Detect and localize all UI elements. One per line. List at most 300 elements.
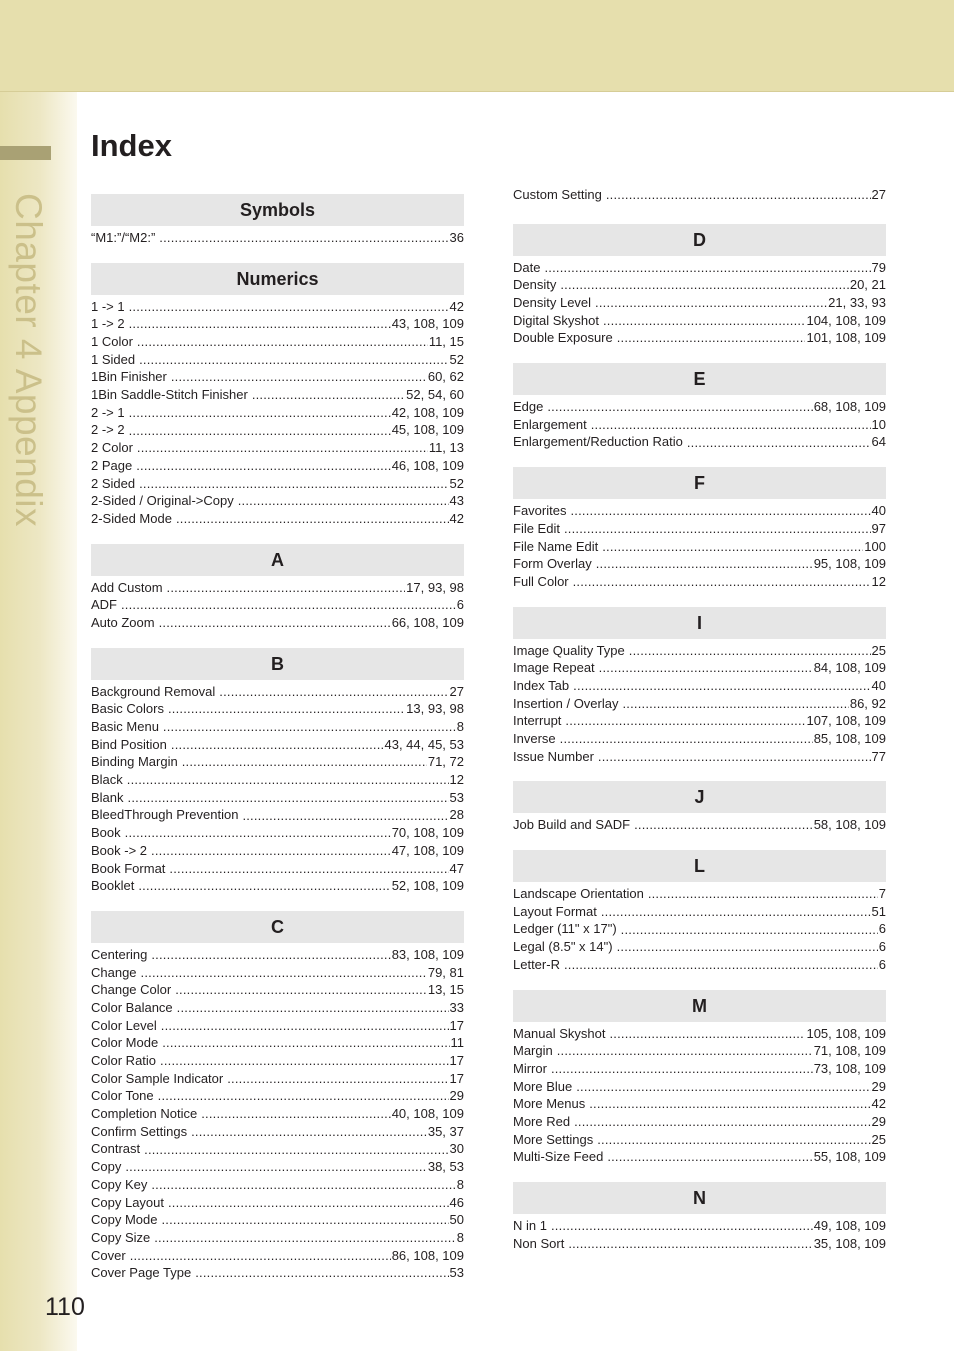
index-entry <box>91 315 464 333</box>
section-header: F <box>513 467 886 499</box>
index-term: “M1:”/“M2:” <box>91 229 156 245</box>
index-term: Cover <box>91 1247 126 1263</box>
index-pages: 42 <box>449 510 464 526</box>
index-entry <box>513 1078 886 1096</box>
leader-dots <box>201 1105 390 1123</box>
index-term: 2 Sided <box>91 475 136 491</box>
index-pages: 55, 108, 109 <box>813 1149 886 1165</box>
leader-dots <box>177 999 449 1017</box>
index-term: Copy Size <box>91 1229 151 1245</box>
index-term: Insertion / Overlay <box>513 695 619 711</box>
index-pages: 64 <box>871 434 886 450</box>
leader-dots <box>160 1052 449 1070</box>
index-section <box>91 911 464 1282</box>
index-entry <box>91 1034 464 1052</box>
index-entry <box>513 921 886 939</box>
index-pages: 47 <box>449 860 464 876</box>
index-pages: 30 <box>449 1141 464 1157</box>
leader-dots <box>125 824 391 842</box>
index-entry <box>513 1113 886 1131</box>
index-entry <box>91 1247 464 1265</box>
index-term: Cover Page Type <box>91 1265 192 1281</box>
index-entry <box>91 492 464 510</box>
index-entry <box>91 510 464 528</box>
index-entry <box>91 1141 464 1159</box>
index-term: Manual Skyshot <box>513 1025 606 1041</box>
index-entry <box>91 579 464 597</box>
index-section <box>91 194 464 247</box>
leader-dots <box>574 1113 870 1131</box>
index-pages: 29 <box>871 1113 886 1129</box>
index-pages: 83, 108, 109 <box>391 946 464 962</box>
index-pages: 49, 108, 109 <box>813 1218 886 1234</box>
index-term: 2 Page <box>91 457 133 473</box>
index-section <box>91 544 464 632</box>
index-pages: 33 <box>449 999 464 1015</box>
leader-dots <box>182 753 427 771</box>
index-term: Book Format <box>91 860 166 876</box>
index-term: Binding Margin <box>91 754 178 770</box>
index-pages: 36 <box>449 229 464 245</box>
index-term: File Edit <box>513 520 560 536</box>
leader-dots <box>589 1095 870 1113</box>
index-term: Margin <box>513 1043 553 1059</box>
index-term: Background Removal <box>91 683 216 699</box>
index-entry <box>513 186 886 204</box>
leader-dots <box>568 1235 812 1253</box>
index-pages: 40, 108, 109 <box>391 1106 464 1122</box>
index-entry <box>513 573 886 591</box>
index-entry <box>513 712 886 730</box>
index-entry <box>91 736 464 754</box>
index-pages: 28 <box>449 807 464 823</box>
index-term: Mirror <box>513 1060 547 1076</box>
index-term: Image Quality Type <box>513 642 625 658</box>
leader-dots <box>129 298 449 316</box>
index-entry <box>91 1087 464 1105</box>
index-entry <box>91 842 464 860</box>
index-entry <box>513 1217 886 1235</box>
index-entry <box>513 555 886 573</box>
leader-dots <box>125 1158 426 1176</box>
index-term: Black <box>91 772 123 788</box>
section-header: E <box>513 363 886 395</box>
index-entry <box>91 1176 464 1194</box>
index-pages: 38, 53 <box>427 1159 464 1175</box>
section-header: C <box>91 911 464 943</box>
index-entry <box>513 885 886 903</box>
index-entry <box>513 659 886 677</box>
index-term: Auto Zoom <box>91 614 155 630</box>
index-pages: 27 <box>449 683 464 699</box>
index-entry <box>513 903 886 921</box>
index-entry <box>91 475 464 493</box>
leader-dots <box>128 789 449 807</box>
index-term: Job Build and SADF <box>513 817 631 833</box>
index-term: Basic Colors <box>91 701 164 717</box>
leader-dots <box>576 1078 870 1096</box>
section-header: N <box>513 1182 886 1214</box>
leader-dots <box>573 573 871 591</box>
index-pages: 60, 62 <box>427 369 464 385</box>
index-entry <box>91 771 464 789</box>
index-term: Date <box>513 259 541 275</box>
index-column-right <box>513 186 886 1268</box>
index-term: Double Exposure <box>513 330 613 346</box>
index-pages: 52, 54, 60 <box>406 387 464 403</box>
index-term: 2 -> 2 <box>91 422 125 438</box>
index-pages: 17 <box>449 1017 464 1033</box>
index-entry <box>91 1158 464 1176</box>
index-entry <box>513 416 886 434</box>
index-entry <box>513 956 886 974</box>
leader-dots <box>121 596 456 614</box>
leader-dots <box>570 502 870 520</box>
leader-dots <box>252 386 405 404</box>
index-pages: 13, 15 <box>427 982 464 998</box>
index-pages: 11, 13 <box>428 440 464 456</box>
index-entry <box>91 999 464 1017</box>
index-term: 1 -> 2 <box>91 316 125 332</box>
header-band <box>0 0 954 92</box>
index-pages: 95, 108, 109 <box>813 556 886 572</box>
index-entry <box>91 386 464 404</box>
leader-dots <box>544 259 870 277</box>
leader-dots <box>171 368 427 386</box>
index-pages: 45, 108, 109 <box>391 422 464 438</box>
index-entry <box>91 700 464 718</box>
leader-dots <box>591 416 871 434</box>
index-entry <box>91 614 464 632</box>
index-pages: 46, 108, 109 <box>391 457 464 473</box>
index-entry <box>91 1211 464 1229</box>
leader-dots <box>557 1042 813 1060</box>
leader-dots <box>621 921 878 939</box>
index-pages: 7 <box>878 886 886 902</box>
index-pages: 52 <box>449 475 464 491</box>
index-entry <box>513 1131 886 1149</box>
index-pages: 58, 108, 109 <box>813 817 886 833</box>
index-term: Color Ratio <box>91 1053 157 1069</box>
leader-dots <box>168 1194 449 1212</box>
index-entry <box>91 789 464 807</box>
index-pages: 52, 108, 109 <box>391 878 464 894</box>
index-entry <box>513 1148 886 1166</box>
index-term: Change Color <box>91 982 172 998</box>
index-entry <box>513 502 886 520</box>
leader-dots <box>617 329 806 347</box>
leader-dots <box>551 1217 813 1235</box>
leader-dots <box>560 276 848 294</box>
leader-dots <box>227 1070 448 1088</box>
index-entry <box>91 718 464 736</box>
index-term: Ledger (11" x 17") <box>513 921 617 937</box>
index-pages: 20, 21 <box>849 277 886 293</box>
index-pages: 51 <box>871 903 886 919</box>
index-term: 1 -> 1 <box>91 298 125 314</box>
index-entry <box>91 439 464 457</box>
index-entry <box>513 312 886 330</box>
index-term: ADF <box>91 597 117 613</box>
index-term: 2-Sided Mode <box>91 510 172 526</box>
leader-dots <box>596 555 813 573</box>
leader-dots <box>159 229 448 247</box>
index-term: Copy Key <box>91 1176 148 1192</box>
index-pages: 40 <box>871 677 886 693</box>
index-pages: 79, 81 <box>427 964 464 980</box>
index-entry <box>513 434 886 452</box>
index-term: Digital Skyshot <box>513 312 599 328</box>
index-pages: 12 <box>871 573 886 589</box>
index-pages: 25 <box>871 642 886 658</box>
leader-dots <box>129 404 391 422</box>
index-term: Letter-R <box>513 956 560 972</box>
index-term: More Menus <box>513 1096 586 1112</box>
index-term: More Red <box>513 1113 571 1129</box>
index-pages: 43, 44, 45, 53 <box>384 736 464 752</box>
leader-dots <box>130 1247 391 1265</box>
leader-dots <box>607 1148 812 1166</box>
leader-dots <box>141 964 427 982</box>
index-term: Index Tab <box>513 677 570 693</box>
leader-dots <box>144 1141 448 1159</box>
index-term: Layout Format <box>513 903 597 919</box>
index-pages: 100 <box>864 538 886 554</box>
index-entry <box>91 683 464 701</box>
index-entry <box>513 938 886 956</box>
index-term: Image Repeat <box>513 660 595 676</box>
leader-dots <box>242 807 448 825</box>
leader-dots <box>137 333 428 351</box>
index-term: Edge <box>513 399 544 415</box>
index-entry <box>91 807 464 825</box>
leader-dots <box>687 434 871 452</box>
page-title: Index <box>91 128 172 163</box>
index-term: Blank <box>91 789 124 805</box>
index-term: Density Level <box>513 295 592 311</box>
index-term: Copy Layout <box>91 1194 164 1210</box>
index-pages: 71, 72 <box>427 754 464 770</box>
index-pages: 42 <box>871 1096 886 1112</box>
index-term: 1Bin Saddle-Stitch Finisher <box>91 387 248 403</box>
index-pages: 105, 108, 109 <box>806 1025 886 1041</box>
index-pages: 35, 37 <box>427 1123 464 1139</box>
index-pages: 6 <box>456 597 464 613</box>
index-term: Multi-Size Feed <box>513 1149 604 1165</box>
index-entry <box>91 860 464 878</box>
index-term: Color Tone <box>91 1088 154 1104</box>
leader-dots <box>603 312 805 330</box>
page-number: 110 <box>45 1293 85 1321</box>
index-entry <box>91 981 464 999</box>
leader-dots <box>599 659 813 677</box>
index-entry <box>513 1060 886 1078</box>
leader-dots <box>161 1017 449 1035</box>
index-pages: 104, 108, 109 <box>806 312 886 328</box>
index-entry <box>91 298 464 316</box>
chapter-label: Chapter 4 Appendix <box>8 193 49 528</box>
index-pages: 79 <box>871 259 886 275</box>
index-term: Legal (8.5" x 14") <box>513 939 613 955</box>
leader-dots <box>162 1034 449 1052</box>
index-pages: 70, 108, 109 <box>391 825 464 841</box>
section-header: I <box>513 607 886 639</box>
index-term: Color Balance <box>91 999 173 1015</box>
index-section <box>513 990 886 1167</box>
leader-dots <box>219 683 448 701</box>
index-term: Color Level <box>91 1017 157 1033</box>
index-term: Favorites <box>513 503 567 519</box>
index-entry <box>91 964 464 982</box>
section-header: L <box>513 850 886 882</box>
leader-dots <box>551 1060 813 1078</box>
index-term: 2 -> 1 <box>91 404 125 420</box>
index-entry <box>513 677 886 695</box>
index-section <box>91 263 464 528</box>
index-pages: 43 <box>449 493 464 509</box>
index-pages: 29 <box>871 1078 886 1094</box>
index-pages: 42, 108, 109 <box>391 404 464 420</box>
leader-dots <box>136 457 391 475</box>
index-entry <box>513 1042 886 1060</box>
index-pages: 53 <box>449 1265 464 1281</box>
section-header: D <box>513 224 886 256</box>
index-entry <box>91 422 464 440</box>
index-entry <box>513 520 886 538</box>
index-pages: 35, 108, 109 <box>813 1235 886 1251</box>
index-entry <box>513 329 886 347</box>
leader-dots <box>129 315 391 333</box>
index-column-left <box>91 194 464 1298</box>
index-term: Full Color <box>513 573 569 589</box>
index-section <box>513 781 886 834</box>
section-header: Symbols <box>91 194 464 226</box>
index-section <box>513 467 886 590</box>
leader-dots <box>169 860 448 878</box>
leader-dots <box>151 842 391 860</box>
index-pages: 97 <box>871 520 886 536</box>
index-entry <box>513 748 886 766</box>
leader-dots <box>151 1176 455 1194</box>
leader-dots <box>597 1131 870 1149</box>
index-term: Centering <box>91 946 148 962</box>
index-entry <box>91 368 464 386</box>
index-pages: 25 <box>871 1131 886 1147</box>
index-pages: 10 <box>871 416 886 432</box>
leader-dots <box>139 351 448 369</box>
index-pages: 107, 108, 109 <box>806 713 886 729</box>
index-term: Issue Number <box>513 748 594 764</box>
index-entry <box>513 642 886 660</box>
leader-dots <box>127 771 449 789</box>
index-pages: 101, 108, 109 <box>806 330 886 346</box>
leader-dots <box>629 642 871 660</box>
index-section <box>91 648 464 895</box>
index-pages: 27 <box>871 186 886 202</box>
index-term: Contrast <box>91 1141 141 1157</box>
index-pages: 11, 15 <box>428 334 464 350</box>
leader-dots <box>191 1123 427 1141</box>
index-term: Completion Notice <box>91 1106 198 1122</box>
index-section <box>513 1182 886 1252</box>
leader-dots <box>137 439 428 457</box>
index-term: 1Bin Finisher <box>91 369 167 385</box>
index-entry <box>91 1070 464 1088</box>
index-entry <box>91 229 464 247</box>
section-header: Numerics <box>91 263 464 295</box>
index-term: Landscape Orientation <box>513 886 644 902</box>
index-entry <box>91 1123 464 1141</box>
index-entry <box>513 294 886 312</box>
index-pages: 21, 33, 93 <box>828 295 886 311</box>
index-section <box>513 224 886 347</box>
index-pages: 6 <box>878 939 886 955</box>
index-term: Book <box>91 825 121 841</box>
index-pages: 68, 108, 109 <box>813 399 886 415</box>
leader-dots <box>238 492 449 510</box>
index-entry <box>513 276 886 294</box>
leader-dots <box>161 1211 448 1229</box>
index-entry <box>513 398 886 416</box>
index-term: N in 1 <box>513 1218 547 1234</box>
index-pages: 73, 108, 109 <box>813 1060 886 1076</box>
leader-dots <box>138 877 390 895</box>
index-term: More Settings <box>513 1131 594 1147</box>
index-entry <box>91 1017 464 1035</box>
index-term: Confirm Settings <box>91 1123 188 1139</box>
index-term: Copy Mode <box>91 1212 158 1228</box>
index-pages: 77 <box>871 748 886 764</box>
index-entry <box>513 816 886 834</box>
index-term: Copy <box>91 1159 122 1175</box>
index-entry <box>91 596 464 614</box>
index-entry <box>91 1105 464 1123</box>
leader-dots <box>151 946 390 964</box>
index-term: Non Sort <box>513 1235 565 1251</box>
index-pages: 6 <box>878 956 886 972</box>
index-entry <box>513 1095 886 1113</box>
index-term: Book -> 2 <box>91 842 148 858</box>
index-entry <box>513 695 886 713</box>
leader-dots <box>595 294 827 312</box>
leader-dots <box>610 1025 806 1043</box>
index-pages: 17 <box>449 1070 464 1086</box>
index-entry <box>91 457 464 475</box>
leader-dots <box>623 695 849 713</box>
section-header: A <box>91 544 464 576</box>
index-pages: 13, 93, 98 <box>406 701 464 717</box>
section-header: J <box>513 781 886 813</box>
index-pages: 47, 108, 109 <box>391 842 464 858</box>
section-header: M <box>513 990 886 1022</box>
index-term: More Blue <box>513 1078 573 1094</box>
index-entry <box>91 824 464 842</box>
index-entry <box>91 333 464 351</box>
index-term: Enlargement <box>513 416 587 432</box>
index-term: Color Sample Indicator <box>91 1070 224 1086</box>
index-entry <box>91 1229 464 1247</box>
index-pages: 53 <box>449 789 464 805</box>
index-pages: 8 <box>456 1176 464 1192</box>
index-entry <box>513 1235 886 1253</box>
leader-dots <box>176 510 449 528</box>
leader-dots <box>617 938 878 956</box>
chapter-tab-marker <box>0 146 51 160</box>
index-term: Bind Position <box>91 736 167 752</box>
index-entry <box>91 753 464 771</box>
index-entry <box>91 1264 464 1282</box>
section-header: B <box>91 648 464 680</box>
